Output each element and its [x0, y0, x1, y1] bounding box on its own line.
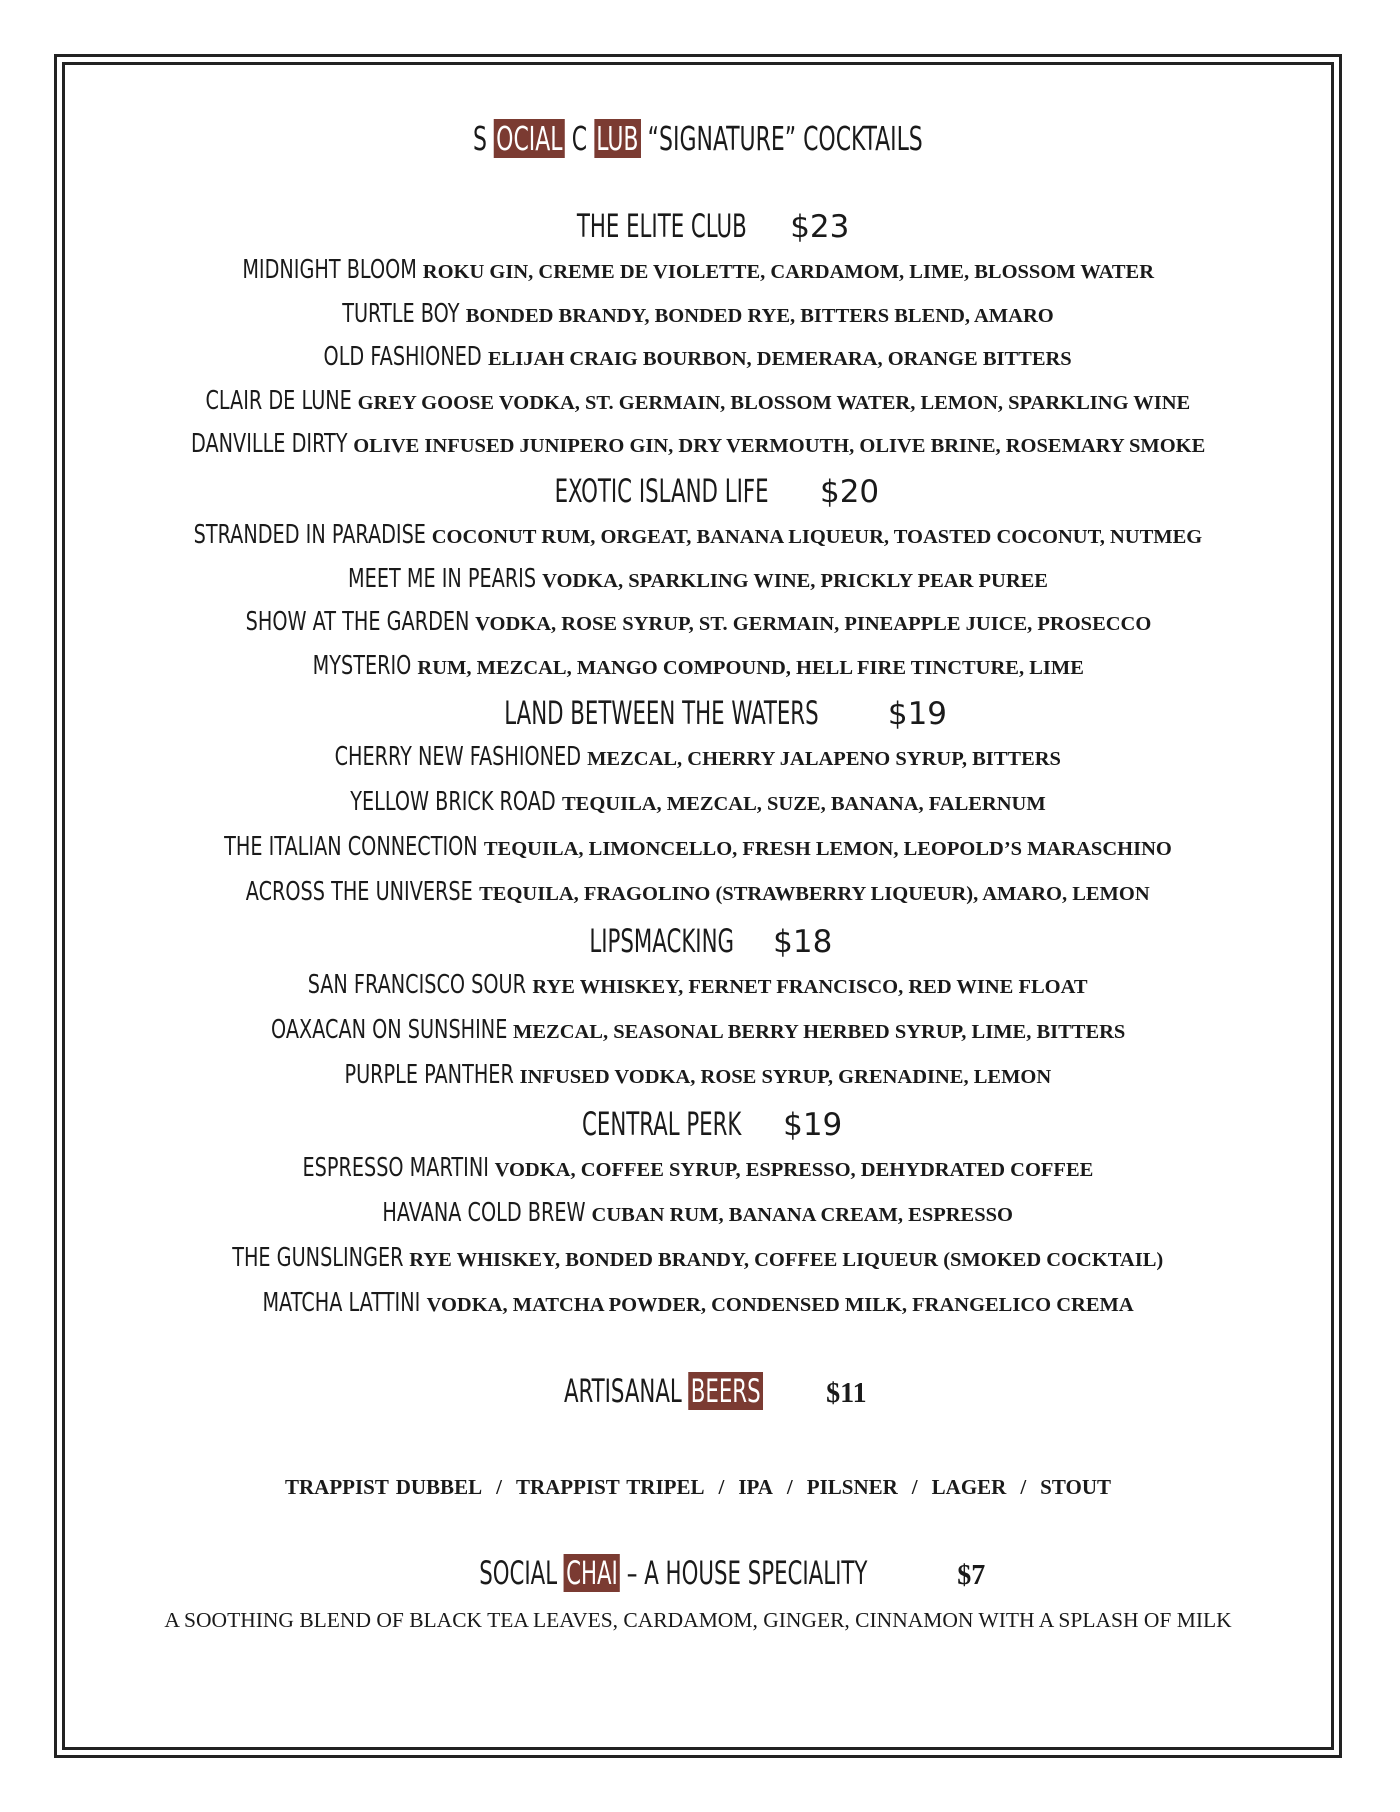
- cocktail-item: [65, 431, 1331, 457]
- cocktail-item: [65, 1290, 1331, 1316]
- beer-separator: /: [786, 1475, 793, 1499]
- cocktail-item: [65, 298, 1331, 329]
- section-name: THE ELITE CLUB: [576, 207, 747, 245]
- cocktail-name: THE GUNSLINGER: [231, 1243, 404, 1273]
- beer-list: [65, 1475, 1331, 1500]
- section-heading: [65, 207, 1331, 245]
- cocktail-ingredients: VODKA, SPARKLING WINE, PRICKLY PEAR PUREE: [542, 569, 1048, 592]
- cocktail-ingredients: VODKA, ROSE SYRUP, ST. GERMAIN, PINEAPPLE JUICE, PROSECCO: [475, 613, 1152, 635]
- cocktail-ingredients: ELIJAH CRAIG BOURBON, DEMERARA, ORANGE BITTERS: [487, 348, 1072, 370]
- beer-item: STOUT: [1040, 1475, 1111, 1499]
- beer-item: PILSNER: [806, 1475, 898, 1499]
- cocktail-item: [65, 879, 1331, 905]
- section-name: LAND BETWEEN THE WATERS: [504, 694, 819, 732]
- cocktail-item: [65, 257, 1331, 283]
- section-price: $18: [773, 924, 833, 960]
- cocktail-ingredients: CUBAN RUM, BANANA CREAM, ESPRESSO: [591, 1204, 1013, 1226]
- section-price: $23: [790, 209, 850, 245]
- section-name: LIPSMACKING: [589, 922, 734, 960]
- title-ocial-highlight: OCIAL: [494, 119, 565, 158]
- cocktail-ingredients: RUM, MEZCAL, MANGO COMPOUND, HELL FIRE TINCTURE, LIME: [417, 656, 1084, 679]
- beer-item: LAGER: [931, 1475, 1007, 1499]
- cocktail-item: [65, 385, 1331, 416]
- section-name: EXOTIC ISLAND LIFE: [554, 472, 769, 510]
- cocktail-item: [65, 744, 1331, 770]
- cocktail-item: [65, 1200, 1331, 1226]
- cocktail-item: [65, 650, 1331, 681]
- chai-description: A SOOTHING BLEND OF BLACK TEA LEAVES, CARDAMOM, GINGER, CINNAMON WITH A SPLASH OF MILK: [164, 1608, 1232, 1632]
- cocktail-name: PURPLE PANTHER: [344, 1060, 514, 1090]
- cocktail-ingredients: RYE WHISKEY, BONDED BRANDY, COFFEE LIQUEUR (SMOKED COCKTAIL): [409, 1249, 1164, 1271]
- section-price: $20: [819, 474, 880, 510]
- cocktail-ingredients: MEZCAL, CHERRY JALAPENO SYRUP, BITTERS: [587, 748, 1061, 770]
- cocktail-item: [65, 1155, 1331, 1181]
- beer-separator: /: [911, 1475, 918, 1499]
- cocktail-ingredients: ROKU GIN, CREME DE VIOLETTE, CARDAMOM, LIME, BLOSSOM WATER: [422, 261, 1155, 283]
- cocktail-name: MEET ME IN PEARIS: [348, 563, 537, 594]
- cocktail-name: TURTLE BOY: [342, 298, 460, 329]
- beers-heading: [65, 1372, 1331, 1410]
- menu-title: [65, 119, 1331, 159]
- chai-heading-label: SOCIAL: [478, 1554, 557, 1592]
- beer-separator: /: [496, 1475, 502, 1499]
- section-heading: [65, 694, 1331, 732]
- cocktail-ingredients: VODKA, COFFEE SYRUP, ESPRESSO, DEHYDRATED COFFEE: [494, 1159, 1094, 1181]
- cocktail-ingredients: TEQUILA, MEZCAL, SUZE, BANANA, FALERNUM: [562, 793, 1046, 815]
- cocktail-ingredients: BONDED BRANDY, BONDED RYE, BITTERS BLEND, AMARO: [465, 304, 1054, 327]
- cocktail-name: CHERRY NEW FASHIONED: [334, 742, 582, 772]
- section-heading: [65, 922, 1331, 960]
- cocktail-ingredients: INFUSED VODKA, ROSE SYRUP, GRENADINE, LEMON: [519, 1066, 1052, 1088]
- section-heading: [65, 472, 1331, 510]
- cocktail-name: MYSTERIO: [312, 650, 412, 681]
- cocktail-item: [65, 834, 1331, 860]
- cocktail-ingredients: RYE WHISKEY, FERNET FRANCISCO, RED WINE FLOAT: [532, 976, 1088, 998]
- cocktail-ingredients: VODKA, MATCHA POWDER, CONDENSED MILK, FRANGELICO CREMA: [426, 1294, 1134, 1316]
- cocktail-name: SHOW AT THE GARDEN: [245, 607, 470, 637]
- cocktail-name: SAN FRANCISCO SOUR: [308, 970, 527, 1000]
- section-name: CENTRAL PERK: [581, 1105, 742, 1143]
- cocktail-name: MATCHA LATTINI: [262, 1288, 421, 1318]
- cocktail-item: [65, 609, 1331, 635]
- beer-separator: /: [718, 1475, 725, 1499]
- cocktail-name: THE ITALIAN CONNECTION: [224, 832, 478, 862]
- cocktail-name: STRANDED IN PARADISE: [193, 520, 426, 550]
- cocktail-item: [65, 1017, 1331, 1043]
- cocktail-name: MIDNIGHT BLOOM: [242, 255, 417, 285]
- cocktail-ingredients: COCONUT RUM, ORGEAT, BANANA LIQUEUR, TOASTED COCONUT, NUTMEG: [431, 526, 1203, 548]
- title-rest: “SIGNATURE” COCKTAILS: [647, 119, 923, 158]
- cocktail-ingredients: OLIVE INFUSED JUNIPERO GIN, DRY VERMOUTH, OLIVE BRINE, ROSEMARY SMOKE: [353, 435, 1206, 457]
- section-price: $19: [783, 1107, 843, 1143]
- cocktail-ingredients: TEQUILA, LIMONCELLO, FRESH LEMON, LEOPOLD’S MARASCHINO: [483, 838, 1172, 860]
- title-lub-highlight: LUB: [594, 119, 641, 158]
- cocktail-name: OLD FASHIONED: [323, 342, 482, 372]
- chai-heading: [65, 1554, 1331, 1592]
- cocktail-menu: [65, 65, 1331, 1747]
- cocktail-item: [65, 1062, 1331, 1088]
- cocktail-item: [65, 972, 1331, 998]
- cocktail-name: CLAIR DE LUNE: [205, 385, 352, 416]
- cocktail-item: [65, 563, 1331, 594]
- beers-heading-highlight: BEERS: [689, 1372, 763, 1410]
- beer-separator: /: [1020, 1475, 1027, 1499]
- section-heading: [65, 1105, 1331, 1143]
- cocktail-name: DANVILLE DIRTY: [190, 429, 348, 459]
- cocktail-name: YELLOW BRICK ROAD: [350, 787, 556, 817]
- cocktail-item: [65, 789, 1331, 815]
- chai-heading-highlight: CHAI: [564, 1554, 620, 1592]
- beer-item: TRAPPIST TRIPEL: [515, 1475, 705, 1499]
- chai-price: $7: [957, 1560, 986, 1591]
- cocktail-item: [65, 344, 1331, 370]
- beer-item: TRAPPIST DUBBEL: [285, 1475, 483, 1499]
- section-price: $19: [887, 696, 948, 732]
- cocktail-name: ACROSS THE UNIVERSE: [246, 877, 474, 907]
- cocktail-item: [65, 522, 1331, 548]
- cocktail-ingredients: TEQUILA, FRAGOLINO (STRAWBERRY LIQUEUR), AMARO, LEMON: [479, 883, 1150, 905]
- chai-heading-rest: – A HOUSE SPECIALITY: [626, 1554, 868, 1592]
- cocktail-name: HAVANA COLD BREW: [382, 1198, 586, 1228]
- title-s: S: [473, 119, 488, 158]
- cocktail-ingredients: GREY GOOSE VODKA, ST. GERMAIN, BLOSSOM WATER, LEMON, SPARKLING WINE: [357, 391, 1191, 414]
- beers-heading-label: ARTISANAL: [564, 1372, 683, 1410]
- cocktail-item: [65, 1245, 1331, 1271]
- beers-price: $11: [826, 1378, 867, 1409]
- cocktail-ingredients: MEZCAL, SEASONAL BERRY HERBED SYRUP, LIME, BITTERS: [513, 1021, 1126, 1043]
- cocktail-name: OAXACAN ON SUNSHINE: [270, 1015, 507, 1045]
- cocktail-name: ESPRESSO MARTINI: [302, 1153, 489, 1183]
- title-c: C: [571, 119, 588, 158]
- beer-item: IPA: [738, 1475, 773, 1499]
